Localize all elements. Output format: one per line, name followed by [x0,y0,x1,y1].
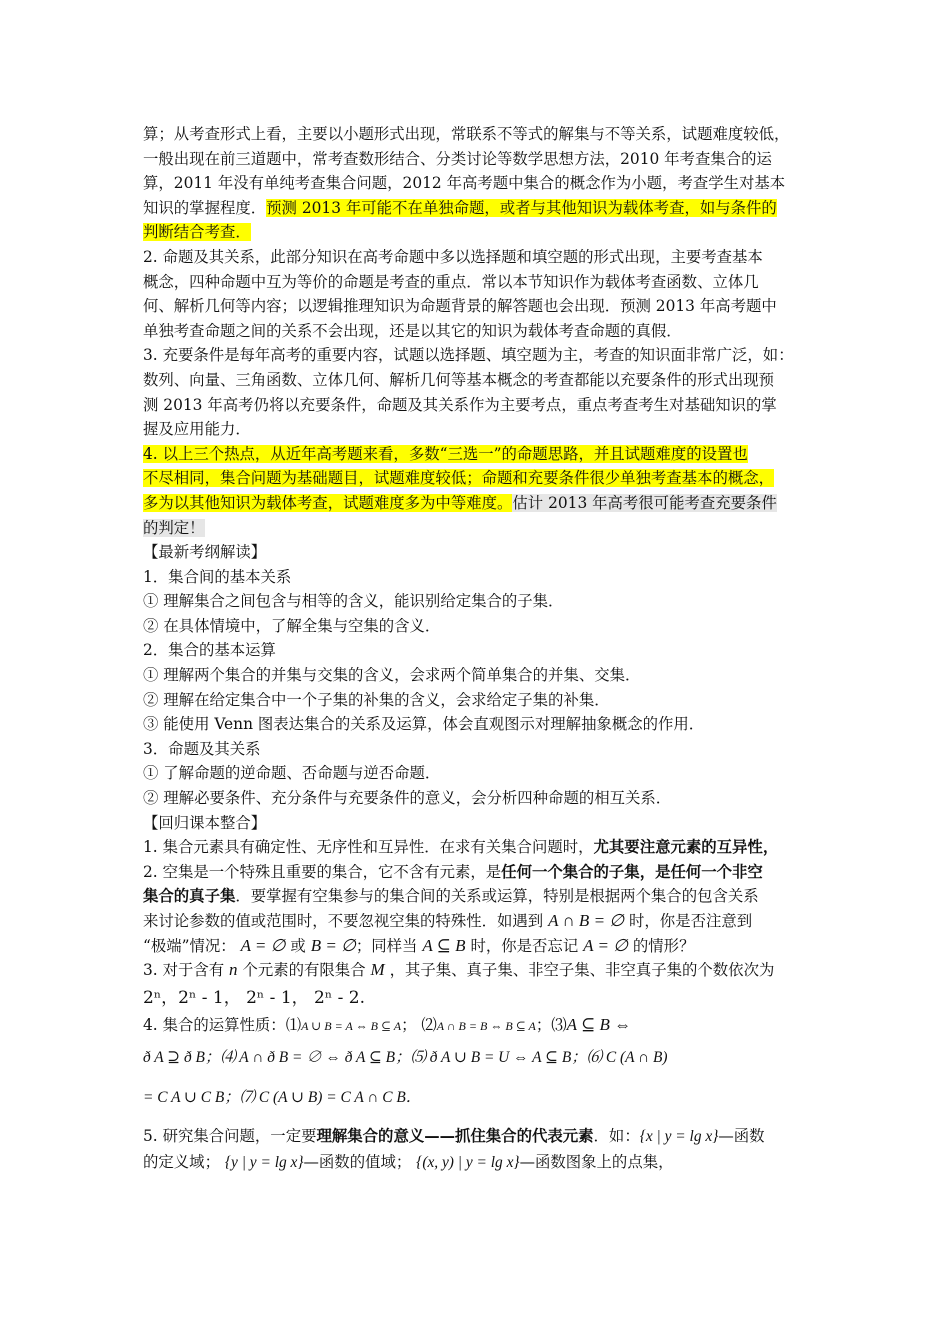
bold-text: 集合的真子集 [143,887,236,906]
list-item: ① 了解命题的逆命题、否命题与逆否命题． [143,764,441,783]
text-line [143,909,815,934]
list-item: 1．集合间的基本关系 [143,567,292,586]
math-line: ð A ⊇ ð B；⑷ A ∩ ð B = ∅ ⇔ ð A ⊆ B；⑸ ð A ∪ B = U ⇔ A ⊆ B；⑹ C (A ∩ B) [143,1049,668,1067]
text-span: 4. 集合的运算性质：⑴ [143,1015,302,1034]
text-span: “极端”情况： [143,936,236,955]
text-span: ．如： [593,1127,640,1146]
section-title: 【回归课本整合】 [143,813,267,832]
bold-text: 理解集合的意义——抓住集合的代表元素 [316,1127,594,1146]
text-line: 何、解析几何等内容；以逻辑推理知识为命题背景的解答题也会出现．预测 2013 年高考题中 [143,297,777,316]
section-title: 【最新考纲解读】 [143,543,267,562]
text-line: 一般出现在前三道题中，常考查数形结合、分类讨论等数学思想方法，2010 年考查集合的运 [143,149,772,168]
math-expression: {(x, y) | y = lg x} [416,1153,520,1171]
highlighted-text: 预测 2013 年可能不在单独命题，或者与其他知识为载体考查，如与条件的 [266,198,777,217]
list-item: 3．命题及其关系 [143,739,261,758]
paragraph-3 [143,343,815,441]
text-line [143,860,815,885]
text-span: 1. 集合元素具有确定性、无序性和互异性．在求有关集合问题时， [143,838,594,857]
text-span: 的情形？ [632,936,695,955]
highlighted-text: 不尽相同，集合问题为基础题目，试题难度较低；命题和充要条件很少单独考查基本的概念， [143,469,775,488]
paragraph-4 [143,442,815,540]
math-expression: M [370,960,385,980]
text-span: ，其子集、真子集、非空子集、非空真子集的个数依次为 [389,961,775,980]
list-item: ① 理解两个集合的并集与交集的含义，会求两个简单集合的并集、交集． [143,666,641,685]
math-expression: A ∪ B = A ⇔ B ⊆ A [301,1018,402,1033]
section-syllabus [143,540,815,811]
text-span: 时，你是否忘记 [470,936,579,955]
text-line: 测 2013 年高考仍将以充要条件，命题及其关系作为主要考点，重点考查考生对基础知识的掌 [143,395,777,414]
text-span: ；同样当 [355,936,418,955]
list-item: ② 理解必要条件、充分条件与充要条件的意义，会分析四种命题的相互关系． [143,789,672,808]
math-line: 2ⁿ，2ⁿ - 1， 2ⁿ - 1， 2ⁿ - 2. [143,987,365,1008]
text-line [143,516,815,541]
text-line [143,442,815,467]
shaded-text: 估计 2013 年高考很可能考查充要条件 [512,493,777,512]
list-item: ① 理解集合之间包含与相等的含义，能识别给定集合的子集． [143,592,564,611]
text-line [143,1124,815,1150]
paragraph-1 [143,122,815,245]
text-line [143,196,815,221]
text-line [143,491,815,516]
text-span: 5. 研究集合问题，一定要 [143,1127,317,1146]
text-span: 的定义域； [143,1152,220,1171]
highlighted-text: 4. 以上三个热点，从近年高考题来看，多数“三选一”的命题思路，并且试题难度的设置也 [143,444,748,463]
math-expression: A ∩ B = B ⇔ B ⊆ A [436,1018,536,1033]
text-span: ； ⑵ [401,1015,437,1034]
text-line: 2. 命题及其关系，此部分知识在高考命题中多以选择题和填空题的形式出现，主要考查基本 [143,247,763,266]
math-expression: {x | y = lg x} [639,1128,719,1146]
text-line [143,958,815,983]
paragraph-2 [143,245,815,343]
text-line: 算，2011 年没有单纯考查集合问题，2012 年高考题中集合的概念作为小题，考查学生对基本 [143,174,786,193]
text-span: 2. 空集是一个特殊且重要的集合，它不含有元素，是 [143,862,502,881]
text-line: 单独考查命题之间的关系不会出现，还是以其它的知识为载体考查命题的真假． [143,321,682,340]
text-line [143,220,815,245]
text-span: 或 [290,936,306,955]
math-expression: A ⊆ B ⇔ [566,1014,632,1034]
list-item: ② 在具体情境中，了解全集与空集的含义． [143,616,441,635]
text-span: —函数图象上的点集， [519,1152,674,1171]
math-line: = C A ∪ C B；⑺ C (A ∪ B) = C A ∩ C B． [143,1089,422,1107]
list-item: ③ 能使用 Venn 图表达集合的关系及运算，体会直观图示对理解抽象概念的作用． [143,715,705,734]
text-line [143,1013,815,1039]
list-item: ② 理解在给定集合中一个子集的补集的含义，会求给定子集的补集． [143,690,610,709]
math-expression: n [229,960,238,980]
text-span: 来讨论参数的值或范围时，不要忽视空集的特殊性．如遇到 [143,912,544,930]
text-line [143,466,815,491]
text-line [143,934,815,959]
text-line [143,884,815,909]
text-line: 数列、向量、三角函数、立体几何、解析几何等基本概念的考查都能以充要条件的形式出现预 [143,370,775,389]
text-span: 3. 对于含有 [143,961,225,980]
bold-text: 尤其要注意元素的互异性， [593,838,779,857]
text-span: —函数 [718,1127,765,1146]
highlighted-text: 多为以其他知识为载体考查，试题难度多为中等难度。 [143,493,513,512]
text-line: 3. 充要条件是每年高考的重要内容，试题以选择题、填空题为主，考查的知识面非常广泛，如： [143,346,794,365]
text-line: 握及应用能力． [143,420,251,439]
math-expression: A = ∅ [583,935,628,955]
text-span: 时，你是否注意到 [629,912,753,930]
text-line [143,835,815,860]
text-span: ．要掌握有空集参与的集合间的关系或运算，特别是根据两个集合的包含关系 [235,887,759,906]
text-line [143,1150,815,1176]
text-line: 概念，四种命题中互为等价的命题是考查的重点．常以本节知识作为载体考查函数、立体几 [143,272,759,291]
section-textbook [143,811,815,1176]
math-expression: A ∩ B = ∅ [548,911,625,930]
math-expression: A = ∅ [240,935,286,955]
text-line: 算；从考查形式上看，主要以小题形式出现，常联系不等式的解集与不等关系，试题难度较低， [143,125,790,143]
text-span: 知识的掌握程度． [143,198,267,217]
text-span: —函数的值域； [303,1152,412,1171]
document-page [143,122,815,1176]
math-expression: A ⊆ B [422,935,466,955]
list-item: 2．集合的基本运算 [143,641,276,660]
bold-text: 任何一个集合的子集，是任何一个非空 [501,862,763,881]
text-span: ；⑶ [535,1015,567,1034]
shaded-text: 的判定！ [143,518,205,537]
highlighted-text: 判断结合考查． [143,223,251,242]
math-expression: B = ∅ [310,935,356,955]
math-expression: {y | y = lg x} [224,1153,304,1171]
text-span: 个元素的有限集合 [242,961,366,980]
